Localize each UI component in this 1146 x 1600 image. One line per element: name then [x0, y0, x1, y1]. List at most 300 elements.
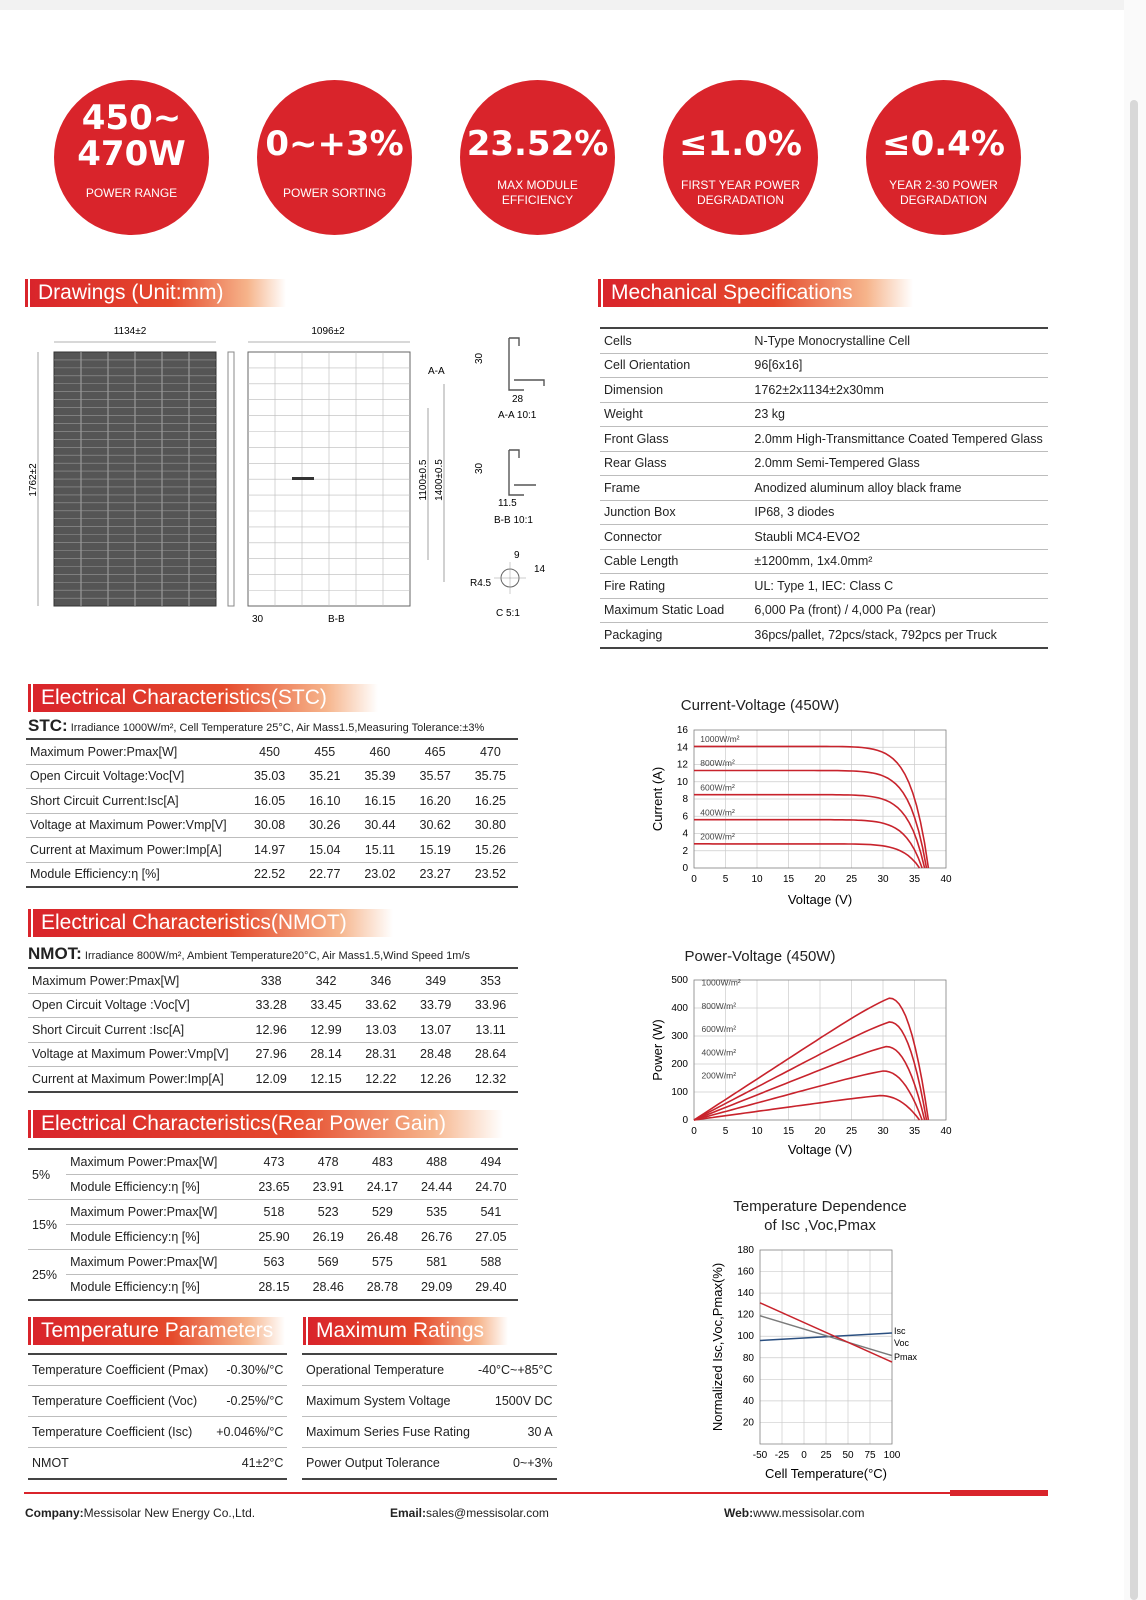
table-row: [600, 427, 1048, 452]
x-tick-label: 25: [845, 1126, 858, 1137]
badge-power-sorting: [257, 80, 412, 235]
gain-label: 25%: [28, 1250, 66, 1301]
iv-chart: [646, 720, 966, 915]
row-label: Temperature Coefficient (Pmax): [28, 1354, 212, 1386]
table-row: [28, 1067, 518, 1092]
table-row: [26, 764, 518, 789]
x-tick-label: 40: [940, 1126, 952, 1137]
row-value: 30.26: [297, 813, 352, 838]
y-tick-label: 160: [737, 1266, 754, 1278]
row-value: 12.26: [408, 1067, 463, 1092]
pv-curve: [694, 1096, 920, 1120]
stc-conditions: [28, 716, 484, 736]
row-label: Operational Temperature: [302, 1354, 474, 1386]
temp-chart-title-line1: Temperature Dependence: [733, 1198, 907, 1215]
row-value: ±1200mm, 1x4.0mm²: [750, 549, 1048, 574]
pv-chart: [646, 970, 966, 1165]
row-value: 23.65: [247, 1175, 301, 1200]
row-label: Maximum Static Load: [600, 598, 750, 623]
badge-value-line2: 470W: [77, 134, 186, 174]
table-row: [28, 1386, 287, 1417]
nmot-cond-label: NMOT:: [28, 944, 82, 963]
x-tick-label: 20: [814, 1126, 826, 1137]
row-value: 23.52: [463, 862, 518, 887]
table-row: [600, 476, 1048, 501]
row-value: 27.96: [244, 1042, 299, 1067]
row-label: Module Efficiency:η [%]: [66, 1275, 247, 1301]
badge-label-line1: YEAR 2-30 POWER: [889, 178, 998, 192]
dim-bottom-30: 30: [252, 614, 264, 625]
y-tick-label: 80: [742, 1352, 754, 1364]
table-row: [600, 623, 1048, 648]
row-value: 30.80: [463, 813, 518, 838]
row-value: 2.0mm Semi-Tempered Glass: [750, 451, 1048, 476]
row-value: 541: [464, 1200, 518, 1225]
y-tick-label: 60: [742, 1374, 754, 1386]
badge-power-range: [54, 80, 209, 235]
row-value: 455: [297, 739, 352, 764]
row-value: 30 A: [474, 1417, 557, 1448]
mechanical-heading: Mechanical Specifications: [603, 279, 913, 307]
row-value: 35.21: [297, 764, 352, 789]
x-tick-label: -25: [774, 1450, 790, 1461]
table-row: [26, 739, 518, 764]
row-value: 29.09: [410, 1275, 464, 1301]
row-label: Dimension: [600, 378, 750, 403]
table-row: [600, 328, 1048, 353]
series-label: 400W/m²: [700, 807, 735, 818]
series-label: 200W/m²: [701, 1070, 737, 1081]
row-value: 338: [244, 968, 299, 993]
y-tick-label: 6: [682, 811, 688, 823]
row-value: 15.11: [352, 838, 407, 863]
y-tick-label: 16: [676, 725, 688, 736]
row-value: 6,000 Pa (front) / 4,000 Pa (rear): [750, 598, 1048, 623]
c-scale: C 5:1: [496, 608, 520, 619]
row-value: 12.09: [244, 1067, 299, 1092]
row-value: -0.30%/°C: [212, 1354, 287, 1386]
row-label: Maximum Power:Pmax[W]: [66, 1149, 247, 1175]
x-axis-label: Cell Temperature(°C): [765, 1466, 887, 1481]
y-tick-label: 8: [682, 794, 688, 805]
x-tick-label: 25: [820, 1450, 832, 1461]
row-value: 2.0mm High-Transmittance Coated Tempered Glass: [750, 427, 1048, 452]
x-tick-label: 25: [845, 874, 858, 885]
table-row: [26, 838, 518, 863]
row-value: 529: [355, 1200, 409, 1225]
footer-accent: [950, 1490, 1048, 1496]
stc-table: [26, 738, 518, 888]
footer-rule: [24, 1492, 1048, 1494]
footer-web: [724, 1506, 864, 1520]
badge-label-line2: DEGRADATION: [899, 193, 988, 207]
row-value: 35.57: [408, 764, 463, 789]
row-value: +0.046%/°C: [212, 1417, 287, 1448]
badge-module-efficiency: [460, 80, 615, 235]
series-label: 800W/m²: [701, 1000, 737, 1011]
y-tick-label: 400: [671, 1003, 688, 1014]
row-value: 535: [410, 1200, 464, 1225]
x-tick-label: 5: [722, 1126, 729, 1137]
dim-30b: 30: [474, 462, 485, 474]
row-value: 33.62: [353, 993, 408, 1018]
row-value: 36pcs/pallet, 72pcs/stack, 792pcs per Truck: [750, 623, 1048, 648]
y-tick-label: 2: [682, 845, 688, 857]
row-value: 23 kg: [750, 402, 1048, 427]
nmot-table: [28, 967, 518, 1093]
ratings-heading: Maximum Ratings: [308, 1317, 508, 1345]
x-tick-label: 35: [908, 874, 921, 885]
row-value: 15.19: [408, 838, 463, 863]
table-row: [302, 1386, 557, 1417]
series-label: Pmax: [894, 1352, 918, 1363]
row-label: Module Efficiency:η [%]: [66, 1225, 247, 1250]
y-tick-label: 100: [671, 1087, 688, 1098]
row-value: 26.48: [355, 1225, 409, 1250]
y-tick-label: 20: [742, 1417, 754, 1429]
badge-value-line1: 0~+3%: [265, 124, 404, 164]
row-value: 575: [355, 1250, 409, 1275]
y-tick-label: 12: [676, 759, 688, 771]
gain-label: 15%: [28, 1200, 66, 1250]
row-label: NMOT: [28, 1448, 212, 1480]
row-value: 28.46: [301, 1275, 355, 1301]
series-label: 1000W/m²: [700, 734, 740, 745]
row-label: Cell Orientation: [600, 353, 750, 378]
row-value: 23.02: [352, 862, 407, 887]
y-tick-label: 40: [742, 1395, 754, 1407]
table-row: [28, 1200, 518, 1225]
x-tick-label: 15: [782, 874, 795, 885]
row-value: 473: [247, 1149, 301, 1175]
web-link[interactable]: www.messisolar.com: [753, 1506, 865, 1520]
dim-width-back: 1096±2: [311, 326, 345, 337]
row-value: 41±2°C: [212, 1448, 287, 1480]
row-label: Cable Length: [600, 549, 750, 574]
row-value: 12.22: [353, 1067, 408, 1092]
y-axis-label: Current (A): [650, 766, 665, 832]
row-value: 25.90: [247, 1225, 301, 1250]
row-value: 16.25: [463, 789, 518, 814]
row-value: 518: [247, 1200, 301, 1225]
x-tick-label: -50: [752, 1450, 768, 1461]
row-value: 581: [410, 1250, 464, 1275]
row-value: 342: [299, 968, 354, 993]
y-tick-label: 4: [682, 828, 688, 840]
y-axis-label: Power (W): [650, 1019, 665, 1081]
row-value: 16.10: [297, 789, 352, 814]
dim-11-5: 11.5: [498, 498, 517, 509]
table-row: [600, 525, 1048, 550]
x-tick-label: 50: [842, 1450, 854, 1461]
nmot-conditions: [28, 944, 470, 964]
row-value: 12.32: [463, 1067, 518, 1092]
table-row: [600, 500, 1048, 525]
row-value: 22.52: [242, 862, 297, 887]
series-label: Voc: [894, 1338, 910, 1349]
x-tick-label: 5: [722, 874, 729, 885]
table-row: [302, 1354, 557, 1386]
x-tick-label: 10: [751, 874, 763, 885]
row-value: -40°C~+85°C: [474, 1354, 557, 1386]
y-axis-label: Normalized Isc,Voc,Pmax(%): [710, 1262, 725, 1432]
row-value: 14.97: [242, 838, 297, 863]
row-value: 30.44: [352, 813, 407, 838]
badge-value-line1: ≤0.4%: [882, 124, 1005, 164]
badge-annual-degradation: [866, 80, 1021, 235]
row-value: 460: [352, 739, 407, 764]
footer-company: [25, 1506, 255, 1520]
table-row: [302, 1448, 557, 1480]
dim-9: 9: [514, 550, 520, 561]
y-tick-label: 0: [682, 1115, 688, 1126]
row-value: 35.75: [463, 764, 518, 789]
series-label: 600W/m²: [700, 782, 735, 793]
x-tick-label: 10: [751, 1126, 763, 1137]
stc-heading: Electrical Characteristics(STC): [33, 684, 378, 712]
row-label: Open Circuit Voltage:Voc[V]: [26, 764, 242, 789]
dim-width-front: 1134±2: [113, 326, 147, 337]
badge-first-year-degradation: [663, 80, 818, 235]
row-value: IP68, 3 diodes: [750, 500, 1048, 525]
dim-1100: 1100±0.5: [418, 459, 429, 501]
row-value: 470: [463, 739, 518, 764]
row-value: 35.03: [242, 764, 297, 789]
junction-box: [292, 477, 314, 480]
row-value: 465: [408, 739, 463, 764]
row-value: 12.15: [299, 1067, 354, 1092]
row-label: Module Efficiency:η [%]: [66, 1175, 247, 1200]
y-tick-label: 10: [676, 776, 688, 788]
row-label: Maximum Power:Pmax[W]: [26, 739, 242, 764]
table-row: [28, 1417, 287, 1448]
pv-curve: [694, 1047, 925, 1120]
row-value: 523: [301, 1200, 355, 1225]
row-label: Current at Maximum Power:Imp[A]: [28, 1067, 244, 1092]
table-row: [28, 968, 518, 993]
table-row: [28, 1275, 518, 1301]
table-row: [28, 1175, 518, 1200]
dim-14: 14: [534, 564, 546, 575]
row-value: 23.91: [301, 1175, 355, 1200]
x-tick-label: 30: [877, 874, 889, 885]
row-value: 346: [353, 968, 408, 993]
x-tick-label: 35: [908, 1126, 921, 1137]
stc-cond-label: STC:: [28, 716, 68, 735]
iv-curve: [694, 844, 920, 868]
x-tick-label: 15: [782, 1126, 795, 1137]
badge-label-line1: FIRST YEAR POWER: [681, 178, 800, 192]
x-tick-label: 20: [814, 874, 826, 885]
row-label: Power Output Tolerance: [302, 1448, 474, 1480]
dim-28: 28: [512, 394, 524, 405]
table-row: [600, 353, 1048, 378]
row-value: 28.31: [353, 1042, 408, 1067]
scrollbar-thumb[interactable]: [1130, 100, 1138, 1600]
table-row: [302, 1417, 557, 1448]
row-value: 353: [463, 968, 518, 993]
badge-value-line1: ≤1.0%: [679, 124, 802, 164]
row-value: 26.76: [410, 1225, 464, 1250]
temperature-chart: [706, 1238, 936, 1488]
rear-heading: Electrical Characteristics(Rear Power Gain): [33, 1110, 503, 1138]
y-tick-label: 120: [737, 1309, 754, 1321]
row-value: -0.25%/°C: [212, 1386, 287, 1417]
row-label: Maximum Power:Pmax[W]: [66, 1250, 247, 1275]
bb-scale: B-B 10:1: [494, 515, 533, 526]
row-value: 96[6x16]: [750, 353, 1048, 378]
table-row: [28, 1250, 518, 1275]
y-tick-label: 100: [737, 1331, 754, 1343]
y-tick-label: 300: [671, 1031, 688, 1042]
mechanical-table: [600, 327, 1048, 649]
series-label: 1000W/m²: [701, 977, 741, 988]
row-label: Voltage at Maximum Power:Vmp[V]: [26, 813, 242, 838]
row-label: Connector: [600, 525, 750, 550]
row-value: 15.26: [463, 838, 518, 863]
temperature-table: [28, 1353, 287, 1480]
row-label: Short Circuit Current :Isc[A]: [28, 1018, 244, 1043]
ratings-table: [302, 1353, 557, 1480]
dim-r4-5: R4.5: [470, 578, 492, 589]
label-bb: B-B: [328, 614, 345, 625]
table-row: [28, 1354, 287, 1386]
table-row: [26, 862, 518, 887]
row-label: Fire Rating: [600, 574, 750, 599]
row-value: 13.11: [463, 1018, 518, 1043]
iv-chart-title: Current-Voltage (450W): [680, 697, 840, 714]
aa-scale: A-A 10:1: [498, 410, 537, 421]
row-value: 28.14: [299, 1042, 354, 1067]
row-value: 1762±2x1134±2x30mm: [750, 378, 1048, 403]
nmot-cond-text: Irradiance 800W/m², Ambient Temperature20°C, Air Mass1.5,Wind Speed 1m/s: [81, 950, 470, 962]
row-value: 30.62: [408, 813, 463, 838]
row-value: 15.04: [297, 838, 352, 863]
row-label: Maximum Series Fuse Rating: [302, 1417, 474, 1448]
row-value: 13.03: [353, 1018, 408, 1043]
row-value: Staubli MC4-EVO2: [750, 525, 1048, 550]
table-row: [26, 813, 518, 838]
company-label: Company:: [25, 1506, 84, 1520]
table-row: [600, 378, 1048, 403]
series-label: 400W/m²: [701, 1047, 737, 1058]
dim-height: 1762±2: [28, 463, 39, 497]
badge-value-line1: 23.52%: [466, 124, 609, 164]
table-row: [600, 598, 1048, 623]
row-label: Maximum System Voltage: [302, 1386, 474, 1417]
badge-label: POWER RANGE: [85, 186, 178, 200]
row-value: 569: [301, 1250, 355, 1275]
footer-email: [390, 1506, 549, 1520]
row-label: Maximum Power:Pmax[W]: [66, 1200, 247, 1225]
x-tick-label: 75: [864, 1450, 876, 1461]
y-tick-label: 14: [676, 742, 688, 754]
drawings-heading: Drawings (Unit:mm): [30, 279, 286, 307]
row-label: Weight: [600, 402, 750, 427]
web-label: Web:: [724, 1506, 754, 1520]
temperature-heading: Temperature Parameters: [33, 1317, 285, 1345]
y-tick-label: 500: [671, 975, 688, 986]
row-value: 22.77: [297, 862, 352, 887]
series-label: Isc: [894, 1326, 906, 1337]
row-value: 1500V DC: [474, 1386, 557, 1417]
temp-chart-title-line2: of Isc ,Voc,Pmax: [764, 1217, 876, 1234]
x-axis-label: Voltage (V): [787, 1142, 853, 1157]
row-value: 27.05: [464, 1225, 518, 1250]
table-row: [600, 549, 1048, 574]
table-row: [28, 1149, 518, 1175]
table-row: [28, 1225, 518, 1250]
x-axis-label: Voltage (V): [787, 892, 853, 907]
row-label: Temperature Coefficient (Voc): [28, 1386, 212, 1417]
x-tick-label: 0: [801, 1450, 807, 1461]
top-bar: [0, 0, 1146, 10]
badge-value-line1: 450~: [81, 98, 182, 138]
table-row: [28, 1448, 287, 1480]
row-label: Front Glass: [600, 427, 750, 452]
row-value: 33.79: [408, 993, 463, 1018]
row-value: 483: [355, 1149, 409, 1175]
row-value: 450: [242, 739, 297, 764]
row-label: Cells: [600, 328, 750, 353]
row-value: 488: [410, 1149, 464, 1175]
label-aa: A-A: [428, 366, 445, 377]
row-value: 494: [464, 1149, 518, 1175]
row-label: Short Circuit Current:Isc[A]: [26, 789, 242, 814]
row-value: 12.96: [244, 1018, 299, 1043]
row-value: 24.70: [464, 1175, 518, 1200]
badge-label-line2: DEGRADATION: [696, 193, 785, 207]
row-label: Frame: [600, 476, 750, 501]
row-value: 0~+3%: [474, 1448, 557, 1480]
stc-cond-text: Irradiance 1000W/m², Cell Temperature 25°C, Air Mass1.5,Measuring Tolerance:±3%: [67, 722, 485, 734]
row-label: Open Circuit Voltage :Voc[V]: [28, 993, 244, 1018]
email-link[interactable]: sales@messisolar.com: [426, 1506, 549, 1520]
badge-label-line2: EFFICIENCY: [501, 193, 574, 207]
y-tick-label: 140: [737, 1288, 754, 1300]
row-value: 29.40: [464, 1275, 518, 1301]
row-value: N-Type Monocrystalline Cell: [750, 328, 1048, 353]
table-row: [28, 1042, 518, 1067]
row-value: 33.96: [463, 993, 518, 1018]
table-row: [600, 402, 1048, 427]
series-label: 800W/m²: [700, 758, 735, 769]
row-value: 23.27: [408, 862, 463, 887]
table-row: [28, 1018, 518, 1043]
row-value: UL: Type 1, IEC: Class C: [750, 574, 1048, 599]
pv-chart-title: Power-Voltage (450W): [684, 948, 836, 965]
row-label: Voltage at Maximum Power:Vmp[V]: [28, 1042, 244, 1067]
gain-label: 5%: [28, 1149, 66, 1200]
row-value: 588: [464, 1250, 518, 1275]
row-value: 16.05: [242, 789, 297, 814]
x-tick-label: 40: [940, 874, 952, 885]
rear-gain-table: [28, 1148, 518, 1301]
row-value: 30.08: [242, 813, 297, 838]
y-tick-label: 180: [737, 1245, 754, 1256]
table-row: [600, 574, 1048, 599]
row-label: Maximum Power:Pmax[W]: [28, 968, 244, 993]
row-value: 12.99: [299, 1018, 354, 1043]
row-value: 24.17: [355, 1175, 409, 1200]
series-label: 200W/m²: [700, 831, 735, 842]
row-value: 33.45: [299, 993, 354, 1018]
badge-label-line1: MAX MODULE: [497, 178, 578, 192]
series-label: 600W/m²: [701, 1024, 737, 1035]
y-tick-label: 200: [671, 1059, 688, 1070]
row-value: 28.15: [247, 1275, 301, 1301]
row-value: 16.15: [352, 789, 407, 814]
